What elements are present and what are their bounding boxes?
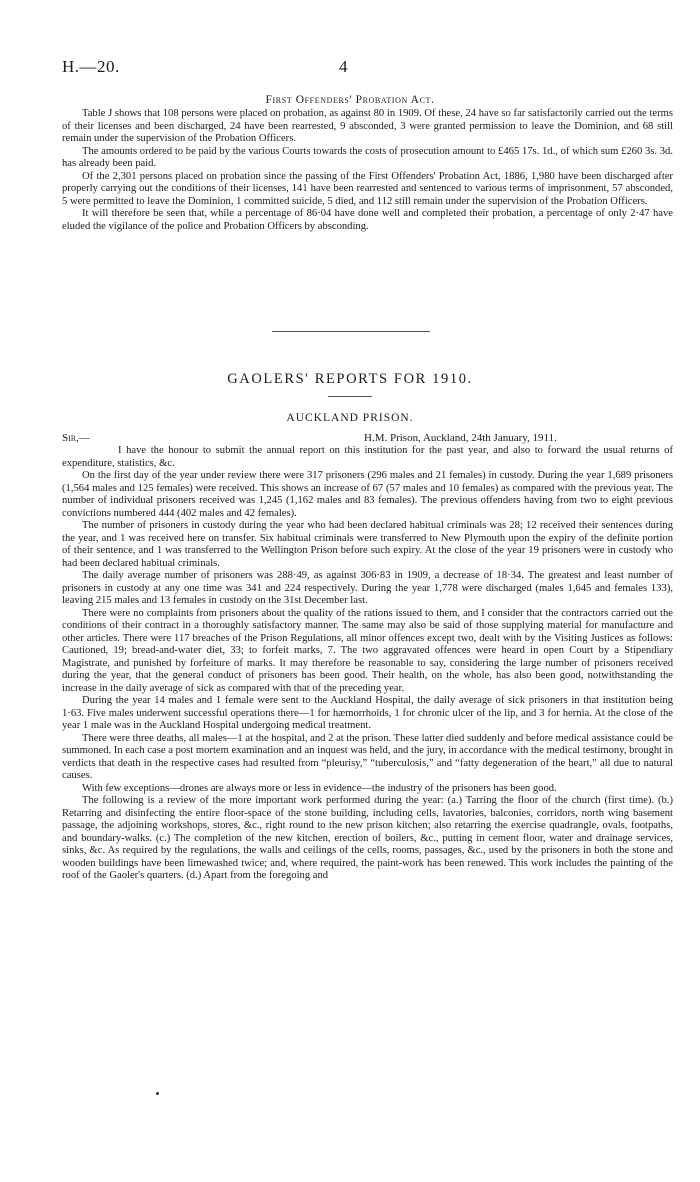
dateline: H.M. Prison, Auckland, 24th January, 1911. [364,432,557,444]
section-divider [272,331,430,332]
report-reference: H.—20. [62,57,120,76]
title-divider [328,396,372,397]
print-speck [156,1092,159,1095]
report-paragraph: There were three deaths, all males—1 at the hospital, and 2 at the prison. These latter died suddenly and before medical assistance could be summoned. In each case a post mortem examination and an inquest was held, and the jury, in accordance with the medical testimony, brought in verdicts that death in the respective cases had resulted from “pleurisy,” “tuberculosis,” and “fatty degeneration of the heart,” all due to natural causes. [62,732,673,781]
report-paragraph: During the year 14 males and 1 female were sent to the Auckland Hospital, the daily average of sick prisoners in that institution being 1·63. Five males underwent successful operations there—1 for hæmorrhoids, 1 for chronic ulcer of the lip, and 3 for hernia. At the close of the year 1 male was in the Auckland Hospital undergoing medical treatment. [62,695,673,731]
probation-body [62,108,673,233]
probation-paragraph: It will therefore be seen that, while a percentage of 86·04 have done well and completed their probation, a percentage of only 2·47 have eluded the vigilance of the police and Probation Officers by absconding. [62,208,673,232]
gaolers-reports-title: GAOLERS' REPORTS FOR 1910. [227,371,473,387]
report-paragraph: I have the honour to submit the annual report on this institution for the past year, and also to forward the usual returns of expenditure, statistics, &c. [62,445,673,469]
gaoler-report-body [62,445,673,883]
probation-paragraph: The amounts ordered to be paid by the various Courts towards the costs of prosecution amount to £465 17s. 1d., of which sum £260 3s. 3d. has already been paid. [62,145,673,169]
probation-paragraph: Of the 2,301 persons placed on probation since the passing of the First Offenders' Probation Act, 1886, 1,980 have been discharged after properly carrying out the conditions of their licenses, 141 have been rearrested and sentenced to various terms of imprisonment, 57 absconded, 5 were permitted to leave the Dominion, 1 committed suicide, 5 died, and 112 still remain under the supervision of the Probation Officers. [62,170,673,207]
probation-paragraph: Table J shows that 108 persons were placed on probation, as against 80 in 1909. Of these, 24 have so far satisfactorily carried out the terms of their licenses and been discharged, 24 have been rearrested, 9 absconded, 3 were granted permission to leave the Dominion, and 68 still remain under the supervision of the Probation Officers. [62,108,673,144]
report-paragraph: On the first day of the year under review there were 317 prisoners (296 males and 21 females) in custody. During the year 1,689 prisoners (1,564 males and 125 females) were received. This shows an increase of 67 (57 males and 10 females) as compared with the previous year. The number of individual prisoners received was 1,245 (1,162 males and 83 females). The previous offenders having from two to eight previous convictions numbered 444 (402 males and 42 females). [62,470,673,519]
salutation: Sir,— [62,432,90,444]
report-paragraph: With few exceptions—drones are always more or less in evidence—the industry of the prisoners has been good. [82,782,557,794]
report-paragraph: There were no complaints from prisoners about the quality of the rations issued to them, and I consider that the contractors carried out the conditions of their contract in a thoroughly satisfactory manner. The same may also be said of those supplying material for manufacture and other articles. There were 117 breaches of the Prison Regulations, all minor offences except two, dealt with by the Visiting Justices as follows: Cautioned, 19; bread-and-water diet, 33; to forfeit marks, 7. The two aggravated offences were heard in open Court by a Stipendiary Magistrate, and punished by forfeiture of marks. It may therefore be reasonable to say, considering the large number of prisoners received during the year, that the general conduct of prisoners has been good. Their health, on the whole, has also been good, notwithstanding the increase in the daily average of sick as compared with that of the preceding year. [62,607,673,694]
report-paragraph: The following is a review of the more important work performed during the year: (a.) Tarring the floor of the church (first time). (b.) Retarring and disinfecting the entire floor-space of the stone building, including cells, lavatories, balconies, corridors, north wing basement passage, the adjoining workshops, stores, &c., right round to the new prison kitchen; also retarring the exercise quadrangle, ovals, footpaths, and boundary-walks. (c.) The completion of the new kitchen, erection of boilers, &c., putting in cement floor, water and drainage services, sinks, &c. As required by the regulations, the walls and ceilings of the cells, rooms, passages, &c., used by the prisoners in both the stone and wooden buildings have been limewashed twice; and, where required, the paint-work has been renewed. This work includes the painting of the roof of the Gaoler's quarters. (d.) Apart from the foregoing and [62,795,673,881]
report-paragraph: The number of prisoners in custody during the year who had been declared habitual criminals was 28; 12 received their sentences during the year, and 1 was received here on transfer. Six habitual criminals were transferred to New Plymouth upon the expiry of the definite portion of their sentence, and 1 was transferred to the Wellington Prison before such expiry. At the close of the year 19 prisoners were in custody who had been declared habitual criminals. [62,520,673,569]
prison-name-heading: AUCKLAND PRISON. [286,412,414,424]
report-paragraph: The daily average number of prisoners was 288·49, as against 306·83 in 1909, a decrease of 18·34. The greatest and least number of prisoners in custody at any one time was 341 and 224 respectively. During the year 1,778 were discharged (males 1,645 and females 133), leaving 215 males and 13 females in custody on the 31st December last. [62,570,673,606]
page-number: 4 [339,57,348,76]
probation-section-title: First Offenders' Probation Act. [265,94,435,106]
